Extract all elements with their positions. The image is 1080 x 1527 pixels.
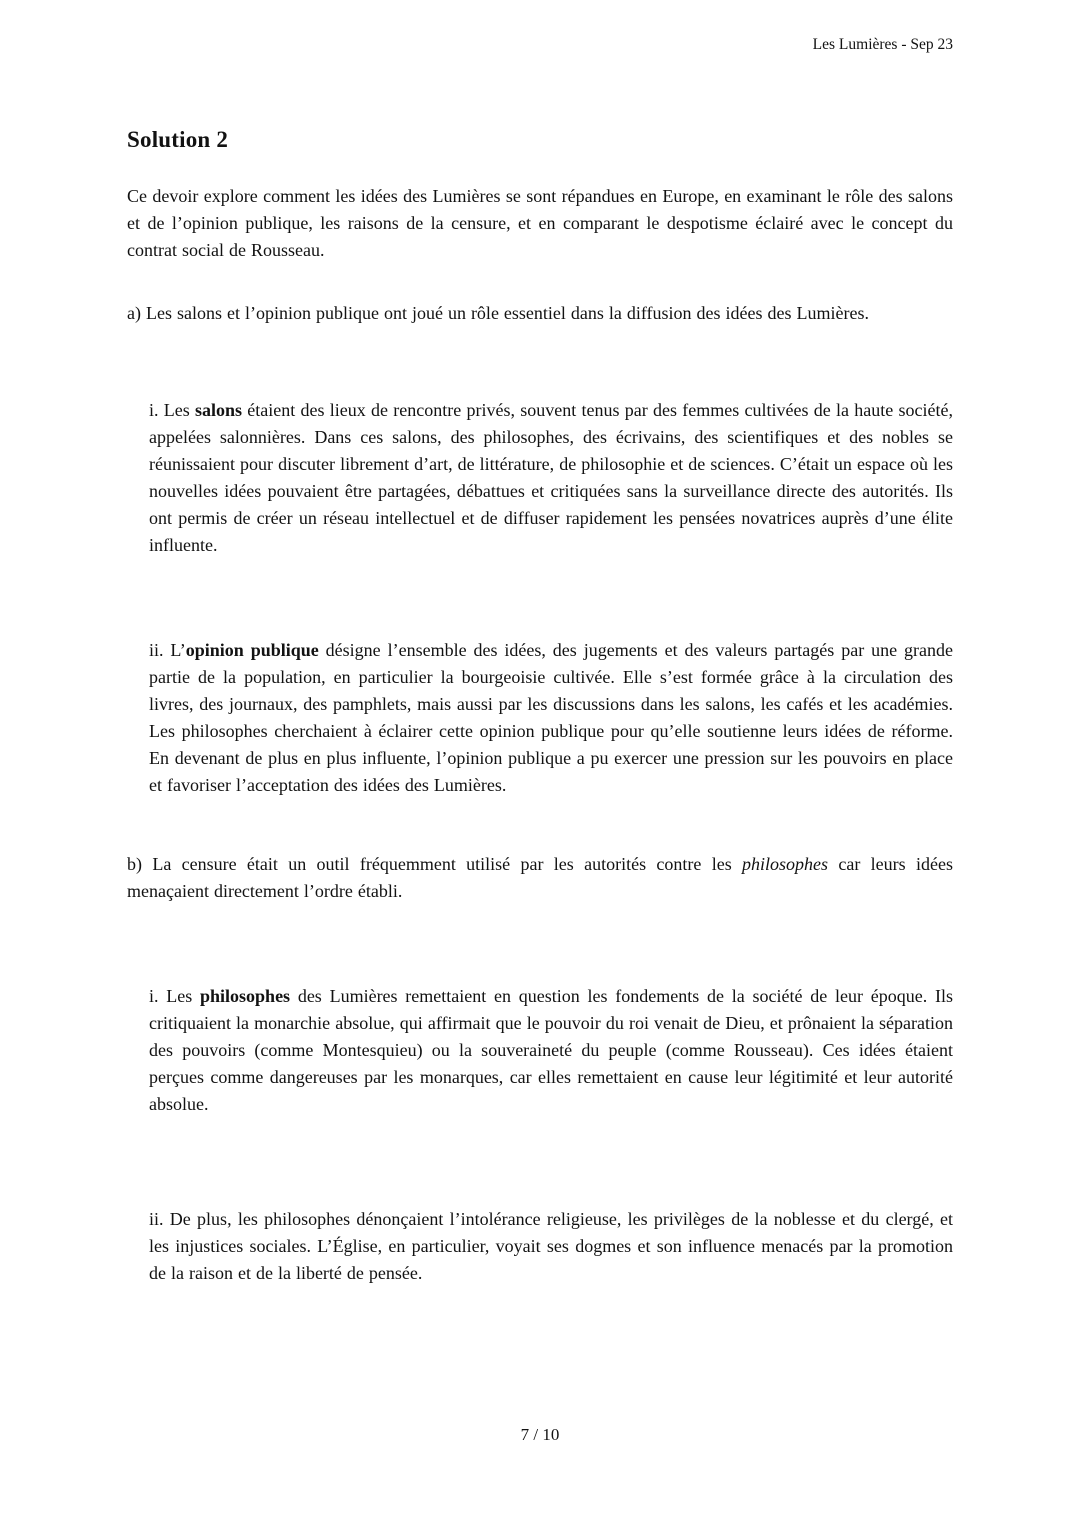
page-number: 7 / 10 — [520, 1425, 560, 1444]
intro-paragraph: Ce devoir explore comment les idées des Lumières se sont répandues en Europe, en examinant le rôle des salons et de l’opinion publique, les raisons de la censure, et en comparant le despotisme éclairé avec le concept du contrat social de Rousseau. — [127, 185, 953, 260]
section-a-lead: a) Les salons et l’opinion publique ont joué un rôle essentiel dans la diffusion des idées des Lumières. — [127, 302, 870, 323]
text-run: i. Les — [149, 985, 201, 1006]
section-b-item-i — [149, 983, 953, 1118]
section-b-lead — [127, 851, 953, 905]
bold-term-opinion-publique: opinion publique — [185, 639, 319, 660]
italic-term-philosophes: philosophes — [742, 853, 829, 874]
text-run: b) La censure était un outil fréquemment utilisé par les autorités contre les — [127, 853, 743, 874]
bold-term-philosophes: philosophes — [200, 985, 291, 1006]
section-a-item-i — [149, 397, 953, 559]
bold-term-salons: salons — [195, 399, 243, 420]
text-run: ii. L’ — [149, 639, 186, 660]
page-header — [127, 36, 953, 55]
section-b-item-ii: ii. De plus, les philosophes dénonçaient l’intolérance religieuse, les privilèges de la noblesse et du clergé, et les injustices sociales. L’Église, en particulier, voyait ses dogmes et son influence menacés par la promotion de la raison et de la liberté de pensée. — [149, 1208, 953, 1283]
text-run: étaient des lieux de rencontre privés, souvent tenus par des femmes cultivées de la haute société, appelées salonnières. Dans ces salons, des philosophes, des écrivains, des scientifiques et des nobles se réunissaient pour discuter librement d’art, de littérature, de philosophie et de sciences. C’était un espace où les nouvelles idées pouvaient être partagées, débattues et critiquées sans la surveillance directe des autorités. Ils ont permis de créer un réseau intellectuel et de diffuser rapidement les pensées novatrices auprès d’une élite influente. — [149, 399, 953, 555]
section-a-item-ii — [149, 637, 953, 799]
page-footer — [0, 1425, 1080, 1445]
header-course-date: Les Lumières - Sep 23 — [812, 36, 953, 53]
text-run: car leurs idées menaçaient directement l’ordre établi. — [127, 853, 953, 901]
text-run: des Lumières remettaient en question les fondements de la société de leur époque. Ils critiquaient la monarchie absolue, qui affirmait que le pouvoir du roi venait de Dieu, et prônaient la séparation des pouvoirs (comme Montesquieu) ou la souveraineté du peuple (comme Rousseau). Ces idées étaient perçues comme dangereuses par les monarques, car elles remettaient en cause leur légitimité et leur autorité absolue. — [149, 985, 953, 1114]
text-run: i. Les — [149, 399, 196, 420]
solution-title: Solution 2 — [127, 126, 229, 152]
text-run: désigne l’ensemble des idées, des jugements et des valeurs partagés par une grande partie de la population, en particulier la bourgeoisie cultivée. Elle s’est formée grâce à la circulation des livres, des journaux, des pamphlets, mais aussi par les discussions dans les salons, les cafés et les académies. Les philosophes cherchaient à éclairer cette opinion publique pour qu’elle soutienne leurs idées de réforme. En devenant de plus en plus influente, l’opinion publique a pu exercer une pression sur les pouvoirs en place et favoriser l’acceptation des idées des Lumières. — [149, 639, 953, 795]
